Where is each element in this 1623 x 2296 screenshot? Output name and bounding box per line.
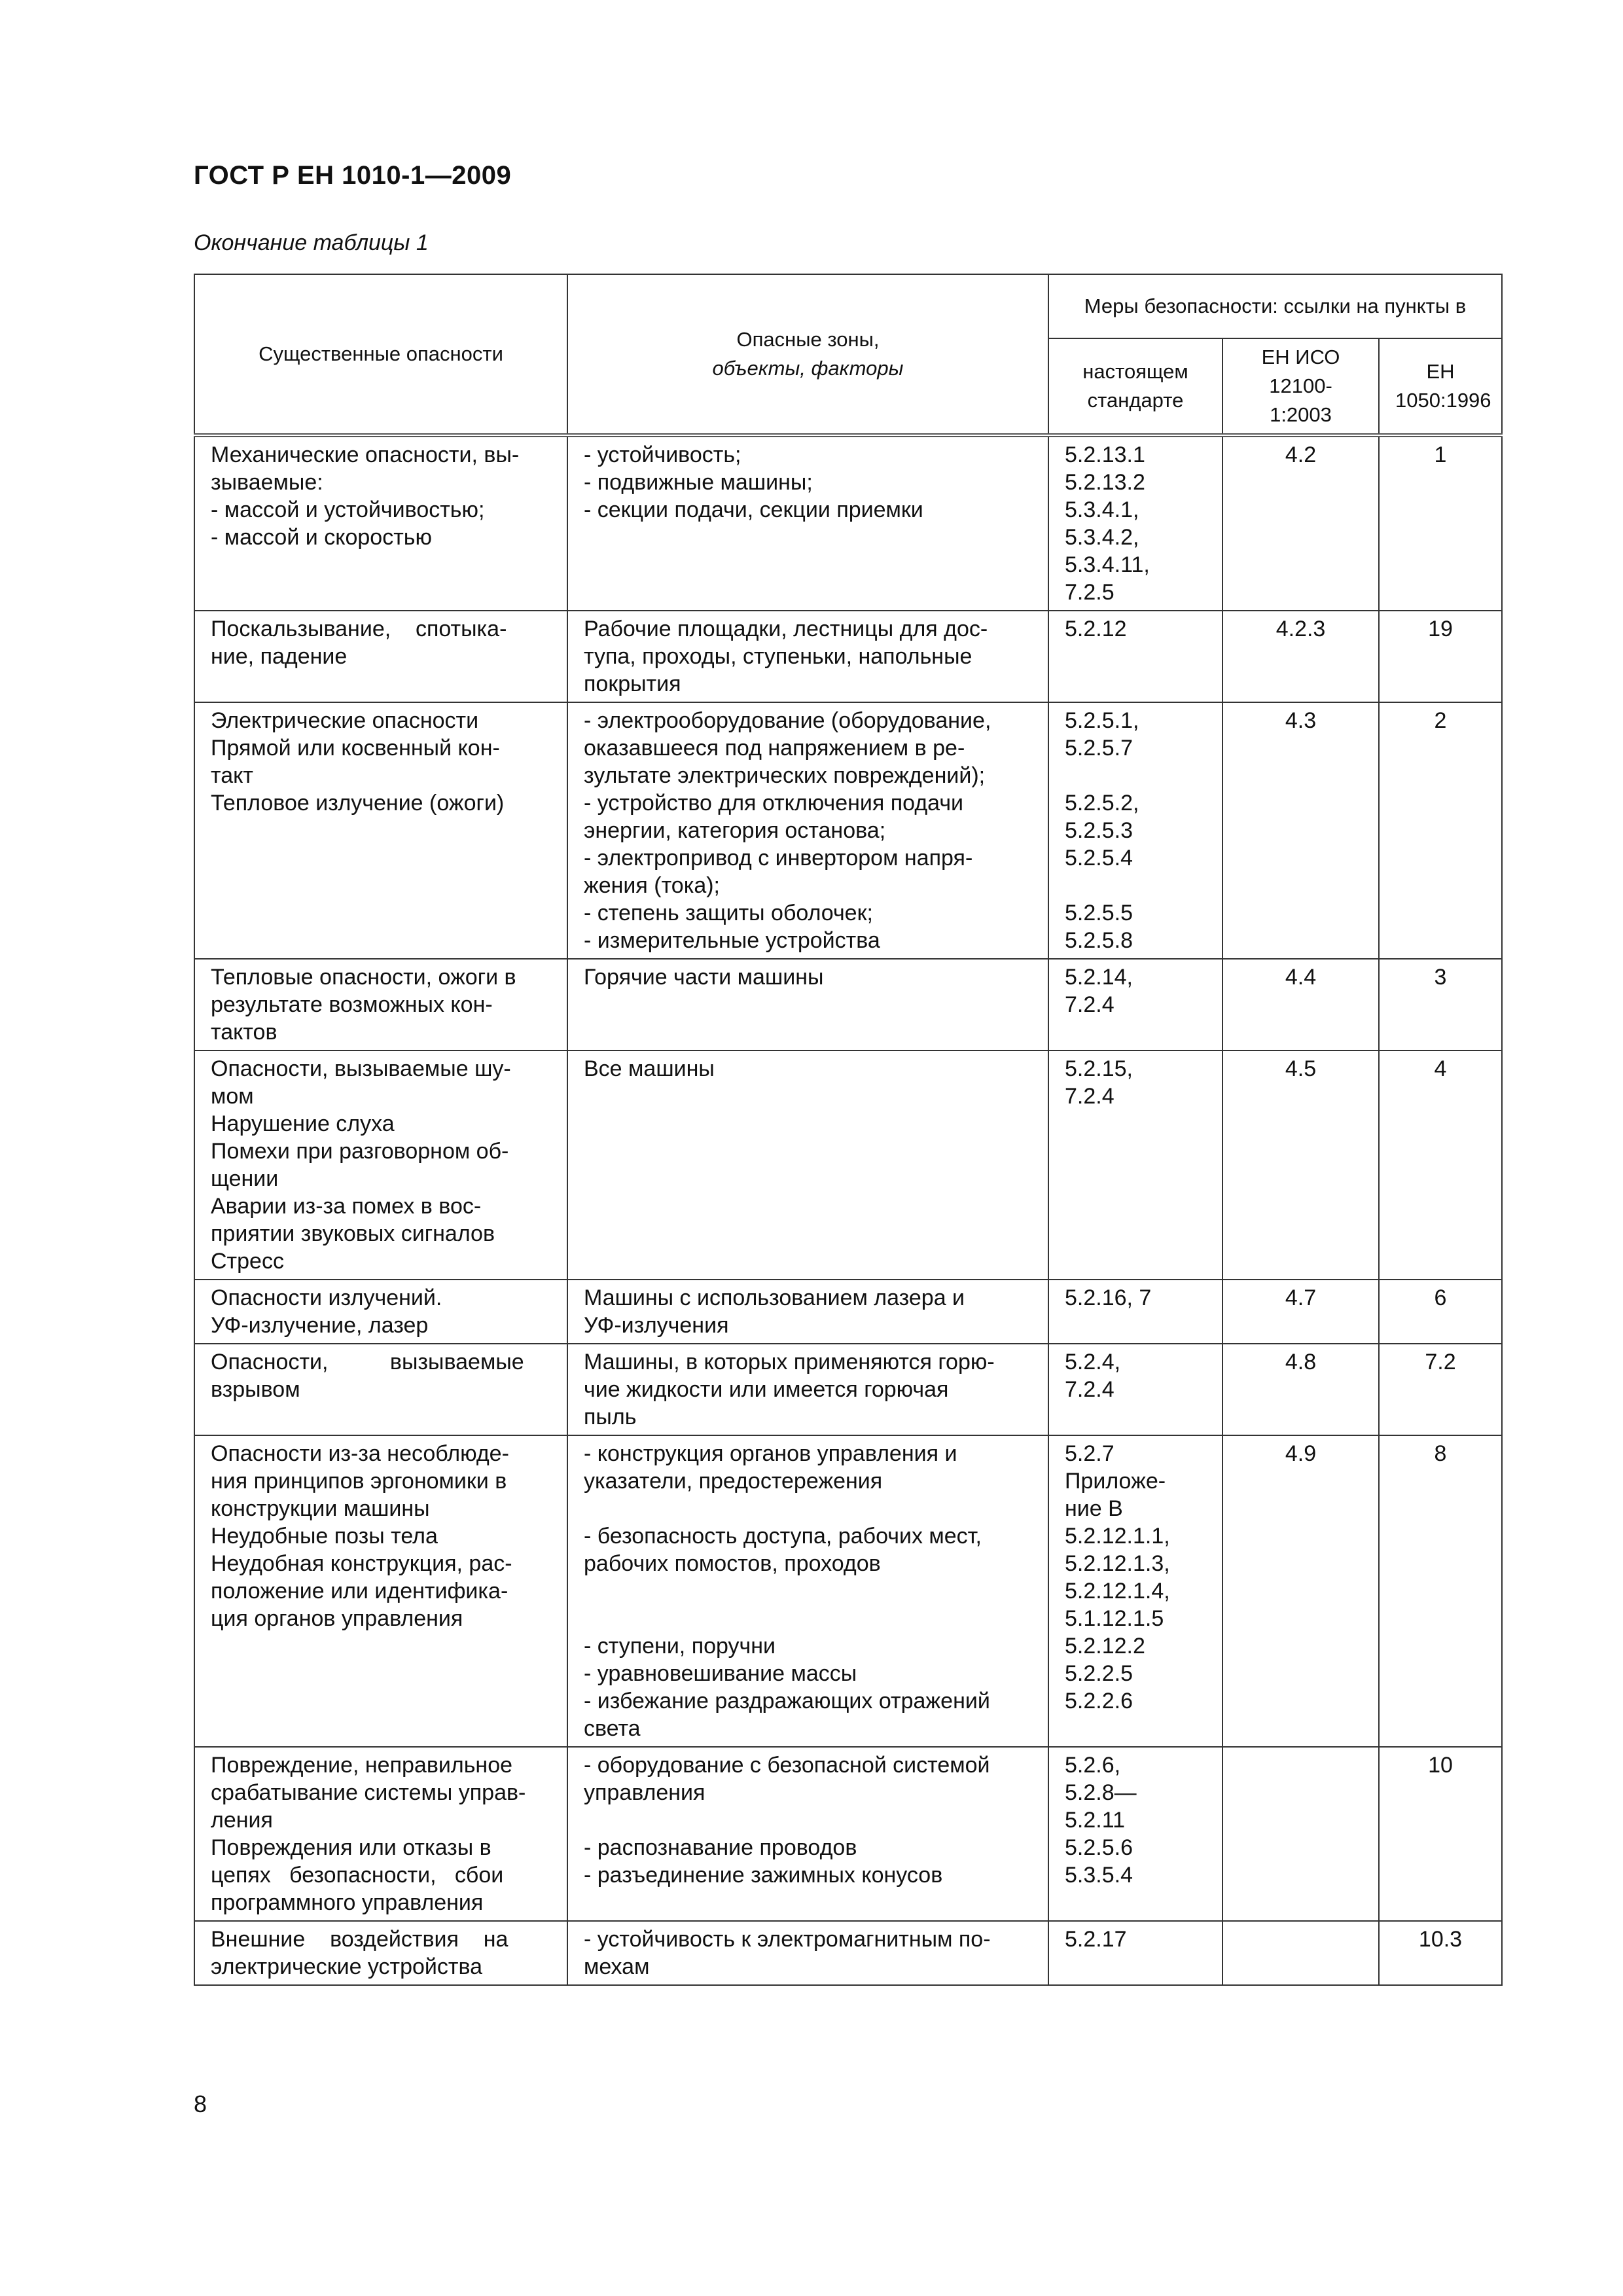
en-iso-ref-cell: 4.2 (1222, 435, 1379, 611)
hazard-cell-line: Поскальзывание, спотыка- (211, 617, 507, 641)
clauses-cell-line: 5.2.14, (1065, 965, 1133, 990)
clauses-cell-line: 5.2.13.1 (1065, 442, 1145, 467)
table-row (194, 1435, 1502, 1747)
zones-cell-line: энергии, категория останова; (584, 818, 886, 843)
clauses-cell-line: 5.2.2.6 (1065, 1689, 1133, 1713)
hazard-cell-line: Прямой или косвенный кон- (211, 736, 500, 761)
en-ref-cell: 2 (1379, 702, 1502, 959)
hazard-cell-line: положение или идентифика- (211, 1579, 508, 1604)
zones-cell-line: пыль (584, 1405, 637, 1429)
hazard-cell (194, 702, 567, 959)
en-ref-cell: 4 (1379, 1050, 1502, 1280)
clauses-cell-line (1065, 762, 1206, 789)
hazard-cell-line: Неудобная конструкция, рас- (211, 1551, 512, 1576)
zones-cell-line: - степень защиты оболочек; (584, 901, 873, 925)
clauses-cell-line: 5.1.12.1.5 (1065, 1606, 1164, 1631)
zones-cell-line: Горячие части машины (584, 965, 824, 990)
clauses-cell-line: 5.2.2.5 (1065, 1661, 1133, 1686)
zones-cell-line: - ступени, поручни (584, 1634, 776, 1659)
en-iso-ref-cell: 4.7 (1222, 1280, 1379, 1344)
zones-header-line2: объекты, факторы (712, 357, 904, 380)
hazard-cell-line: Стресс (211, 1249, 284, 1274)
iso-header-line2: 12100-1:2003 (1269, 374, 1332, 426)
en-ref-cell: 3 (1379, 959, 1502, 1050)
hazard-cell-line: такт (211, 763, 253, 788)
en-iso-ref-cell (1222, 1921, 1379, 1985)
hazard-cell-line: результате возможных кон- (211, 992, 493, 1017)
zones-cell-line: зультате электрических повреждений); (584, 763, 986, 788)
hazard-cell-line: Механические опасности, вы- (211, 442, 520, 467)
clauses-cell-line: 7.2.4 (1065, 1377, 1115, 1402)
hazard-cell (194, 1050, 567, 1280)
clauses-cell-line: Приложе- (1065, 1469, 1166, 1494)
zones-cell-line: чие жидкости или имеется горючая (584, 1377, 949, 1402)
en-ref-cell: 1 (1379, 435, 1502, 611)
table-caption: Окончание таблицы 1 (194, 230, 429, 255)
clauses-cell (1048, 1280, 1222, 1344)
zones-cell (567, 1280, 1048, 1344)
column-header-this-standard (1048, 338, 1222, 435)
zones-header-line1: Опасные зоны, (736, 328, 880, 351)
clauses-cell-line: 5.2.12.1.4, (1065, 1579, 1170, 1604)
hazard-cell (194, 1921, 567, 1985)
zones-cell-line: рабочих помостов, проходов (584, 1551, 881, 1576)
clauses-cell (1048, 959, 1222, 1050)
zones-cell-line: жения (тока); (584, 873, 721, 898)
zones-cell (567, 959, 1048, 1050)
hazard-cell-line: приятии звуковых сигналов (211, 1221, 495, 1246)
zones-cell (567, 611, 1048, 702)
hazard-cell-line: УФ-излучение, лазер (211, 1313, 429, 1338)
std-header-line1: настоящем (1082, 360, 1188, 383)
zones-cell-line: управления (584, 1780, 705, 1805)
en-ref-cell: 10.3 (1379, 1921, 1502, 1985)
zones-cell-line: тупа, проходы, ступеньки, напольные (584, 644, 972, 669)
clauses-cell-line: 5.2.5.5 (1065, 901, 1133, 925)
hazard-cell-line: Нарушение слуха (211, 1111, 395, 1136)
clauses-cell-line: 5.2.12.1.1, (1065, 1524, 1170, 1549)
hazard-cell (194, 611, 567, 702)
clauses-cell-line: 5.2.15, (1065, 1056, 1133, 1081)
clauses-cell-line: 5.2.5.6 (1065, 1835, 1133, 1860)
hazard-cell-line: Повреждение, неправильное (211, 1753, 513, 1778)
zones-cell-line: света (584, 1716, 641, 1741)
column-header-en (1379, 338, 1502, 435)
clauses-cell (1048, 702, 1222, 959)
zones-cell-line: - безопасность доступа, рабочих мест, (584, 1524, 982, 1549)
column-header-en-iso (1222, 338, 1379, 435)
hazard-cell (194, 435, 567, 611)
clauses-cell (1048, 611, 1222, 702)
en-ref-cell: 7.2 (1379, 1344, 1502, 1435)
clauses-cell-line: 5.2.13.2 (1065, 470, 1145, 495)
column-header-hazards: Существенные опасности (194, 274, 567, 435)
hazard-cell-line: мом (211, 1084, 254, 1109)
zones-cell (567, 1747, 1048, 1921)
hazard-cell-line: взрывом (211, 1377, 300, 1402)
zones-cell (567, 435, 1048, 611)
zones-cell-line: - устройство для отключения подачи (584, 791, 964, 816)
zones-cell-line: покрытия (584, 672, 681, 696)
zones-cell (567, 702, 1048, 959)
clauses-cell-line: ние В (1065, 1496, 1123, 1521)
table-row (194, 435, 1502, 611)
zones-cell-line: - секции подачи, секции приемки (584, 497, 923, 522)
en-header-line1: ЕН (1426, 360, 1455, 383)
zones-cell (567, 1435, 1048, 1747)
hazard-cell-line: Опасности, вызываемые шу- (211, 1056, 511, 1081)
hazard-cell-line: электрические устройства (211, 1954, 483, 1979)
hazard-cell-line: срабатывание системы управ- (211, 1780, 526, 1805)
clauses-cell-line: 5.2.12.2 (1065, 1634, 1145, 1659)
page-number: 8 (194, 2090, 207, 2117)
en-ref-cell: 10 (1379, 1747, 1502, 1921)
clauses-cell-line: 7.2.4 (1065, 1084, 1115, 1109)
table-body (194, 435, 1502, 1985)
clauses-cell-line: 5.2.12 (1065, 617, 1127, 641)
clauses-cell (1048, 1435, 1222, 1747)
zones-cell-line: - избежание раздражающих отражений (584, 1689, 990, 1713)
en-iso-ref-cell: 4.4 (1222, 959, 1379, 1050)
clauses-cell-line: 5.2.5.4 (1065, 846, 1133, 870)
clauses-cell-line: 5.3.4.11, (1065, 552, 1150, 577)
table-row (194, 611, 1502, 702)
clauses-cell-line: 5.2.5.8 (1065, 928, 1133, 953)
clauses-cell-line: 5.2.8— (1065, 1780, 1137, 1805)
zones-cell-line (584, 1495, 1032, 1522)
hazard-cell-line: ления (211, 1808, 273, 1833)
hazard-cell-line: Опасности излучений. (211, 1285, 442, 1310)
hazard-cell-line: зываемые: (211, 470, 323, 495)
en-iso-ref-cell: 4.2.3 (1222, 611, 1379, 702)
zones-cell-line: - разъединение зажимных конусов (584, 1863, 943, 1888)
clauses-cell-line: 5.2.12.1.3, (1065, 1551, 1170, 1576)
hazard-cell-line: Опасности из-за несоблюде- (211, 1441, 509, 1466)
column-header-zones (567, 274, 1048, 435)
zones-cell-line: указатели, предостережения (584, 1469, 883, 1494)
hazard-cell-line: ние, падение (211, 644, 348, 669)
clauses-cell-line: 5.2.4, (1065, 1350, 1121, 1374)
hazards-table (194, 274, 1503, 1986)
clauses-cell-line: 7.2.4 (1065, 992, 1115, 1017)
zones-cell-line: - электрооборудование (оборудование, (584, 708, 991, 733)
hazard-cell-line: ция органов управления (211, 1606, 463, 1631)
clauses-cell-line: 5.2.5.7 (1065, 736, 1133, 761)
clauses-cell (1048, 1747, 1222, 1921)
hazard-cell-line: Тепловое излучение (ожоги) (211, 791, 505, 816)
zones-cell-line: - оборудование с безопасной системой (584, 1753, 990, 1778)
clauses-cell-line: 5.2.11 (1065, 1808, 1126, 1833)
std-header-line2: стандарте (1087, 389, 1184, 412)
hazard-cell-line: Тепловые опасности, ожоги в (211, 965, 516, 990)
hazard-cell-line: Внешние воздействия на (211, 1927, 508, 1952)
clauses-cell (1048, 1050, 1222, 1280)
hazard-cell-line: - массой и скоростью (211, 525, 432, 550)
zones-cell-line: - электропривод с инвертором напря- (584, 846, 973, 870)
clauses-cell-line: 5.3.5.4 (1065, 1863, 1133, 1888)
table-row (194, 959, 1502, 1050)
en-iso-ref-cell: 4.9 (1222, 1435, 1379, 1747)
clauses-cell (1048, 1921, 1222, 1985)
hazard-cell-line: Аварии из-за помех в вос- (211, 1194, 482, 1219)
zones-cell-line: - подвижные машины; (584, 470, 813, 495)
zones-cell-line: - устойчивость; (584, 442, 741, 467)
zones-cell-line: - распознавание проводов (584, 1835, 857, 1860)
en-iso-ref-cell: 4.5 (1222, 1050, 1379, 1280)
zones-cell-line: Машины, в которых применяются горю- (584, 1350, 995, 1374)
zones-cell-line (584, 1806, 1032, 1834)
hazard-cell-line: Неудобные позы тела (211, 1524, 438, 1549)
clauses-cell-line: 5.2.17 (1065, 1927, 1127, 1952)
zones-cell-line: Все машины (584, 1056, 715, 1081)
en-iso-ref-cell (1222, 1747, 1379, 1921)
hazard-cell-line: ния принципов эргономики в (211, 1469, 507, 1494)
clauses-cell-line: 5.3.4.2, (1065, 525, 1139, 550)
column-header-measures: Меры безопасности: ссылки на пункты в (1048, 274, 1502, 338)
hazard-cell (194, 1344, 567, 1435)
table-row (194, 1921, 1502, 1985)
hazard-cell (194, 1435, 567, 1747)
zones-cell-line: - устойчивость к электромагнитным по- (584, 1927, 991, 1952)
zones-cell-line: - конструкция органов управления и (584, 1441, 957, 1466)
hazard-cell-line: Опасности, вызываемые (211, 1350, 524, 1374)
hazard-cell-line: конструкции машины (211, 1496, 430, 1521)
clauses-cell-line: 5.2.6, (1065, 1753, 1121, 1778)
en-iso-ref-cell: 4.3 (1222, 702, 1379, 959)
hazard-cell-line: щении (211, 1166, 279, 1191)
hazard-cell (194, 959, 567, 1050)
en-iso-ref-cell: 4.8 (1222, 1344, 1379, 1435)
table-header (194, 274, 1502, 435)
hazard-cell-line: - массой и устойчивостью; (211, 497, 485, 522)
en-header-line2: 1050:1996 (1395, 389, 1491, 412)
zones-cell (567, 1921, 1048, 1985)
hazard-cell-line: программного управления (211, 1890, 484, 1915)
en-ref-cell: 8 (1379, 1435, 1502, 1747)
table-row (194, 1050, 1502, 1280)
zones-cell (567, 1050, 1048, 1280)
hazard-cell-line: Электрические опасности (211, 708, 479, 733)
clauses-cell-line: 5.2.5.2, (1065, 791, 1139, 816)
en-ref-cell: 6 (1379, 1280, 1502, 1344)
table-row (194, 1280, 1502, 1344)
zones-cell-line (584, 1577, 1032, 1605)
clauses-cell-line: 5.2.16, 7 (1065, 1285, 1152, 1310)
clauses-cell-line: 5.2.7 (1065, 1441, 1115, 1466)
clauses-cell-line: 7.2.5 (1065, 580, 1115, 605)
hazard-cell (194, 1280, 567, 1344)
zones-cell-line: Рабочие площадки, лестницы для дос- (584, 617, 988, 641)
hazard-cell-line: тактов (211, 1020, 277, 1045)
en-ref-cell: 19 (1379, 611, 1502, 702)
zones-cell (567, 1344, 1048, 1435)
hazard-cell-line: Повреждения или отказы в (211, 1835, 491, 1860)
zones-cell-line: УФ-излучения (584, 1313, 729, 1338)
document-code: ГОСТ Р ЕН 1010-1—2009 (194, 161, 512, 190)
hazard-cell-line: цепях безопасности, сбои (211, 1863, 504, 1888)
iso-header-line1: ЕН ИСО (1261, 346, 1340, 368)
table-row (194, 1747, 1502, 1921)
hazard-cell (194, 1747, 567, 1921)
clauses-cell-line: 5.2.5.1, (1065, 708, 1139, 733)
clauses-cell-line: 5.2.5.3 (1065, 818, 1133, 843)
clauses-cell-line (1065, 872, 1206, 899)
zones-cell-line: - измерительные устройства (584, 928, 880, 953)
zones-cell-line: оказавшееся под напряжением в ре- (584, 736, 965, 761)
zones-cell-line: мехам (584, 1954, 650, 1979)
clauses-cell (1048, 435, 1222, 611)
zones-cell-line (584, 1605, 1032, 1632)
zones-cell-line: Машины с использованием лазера и (584, 1285, 965, 1310)
table-row (194, 1344, 1502, 1435)
clauses-cell-line: 5.3.4.1, (1065, 497, 1139, 522)
table-row (194, 702, 1502, 959)
hazard-cell-line: Помехи при разговорном об- (211, 1139, 509, 1164)
zones-cell-line: - уравновешивание массы (584, 1661, 857, 1686)
clauses-cell (1048, 1344, 1222, 1435)
